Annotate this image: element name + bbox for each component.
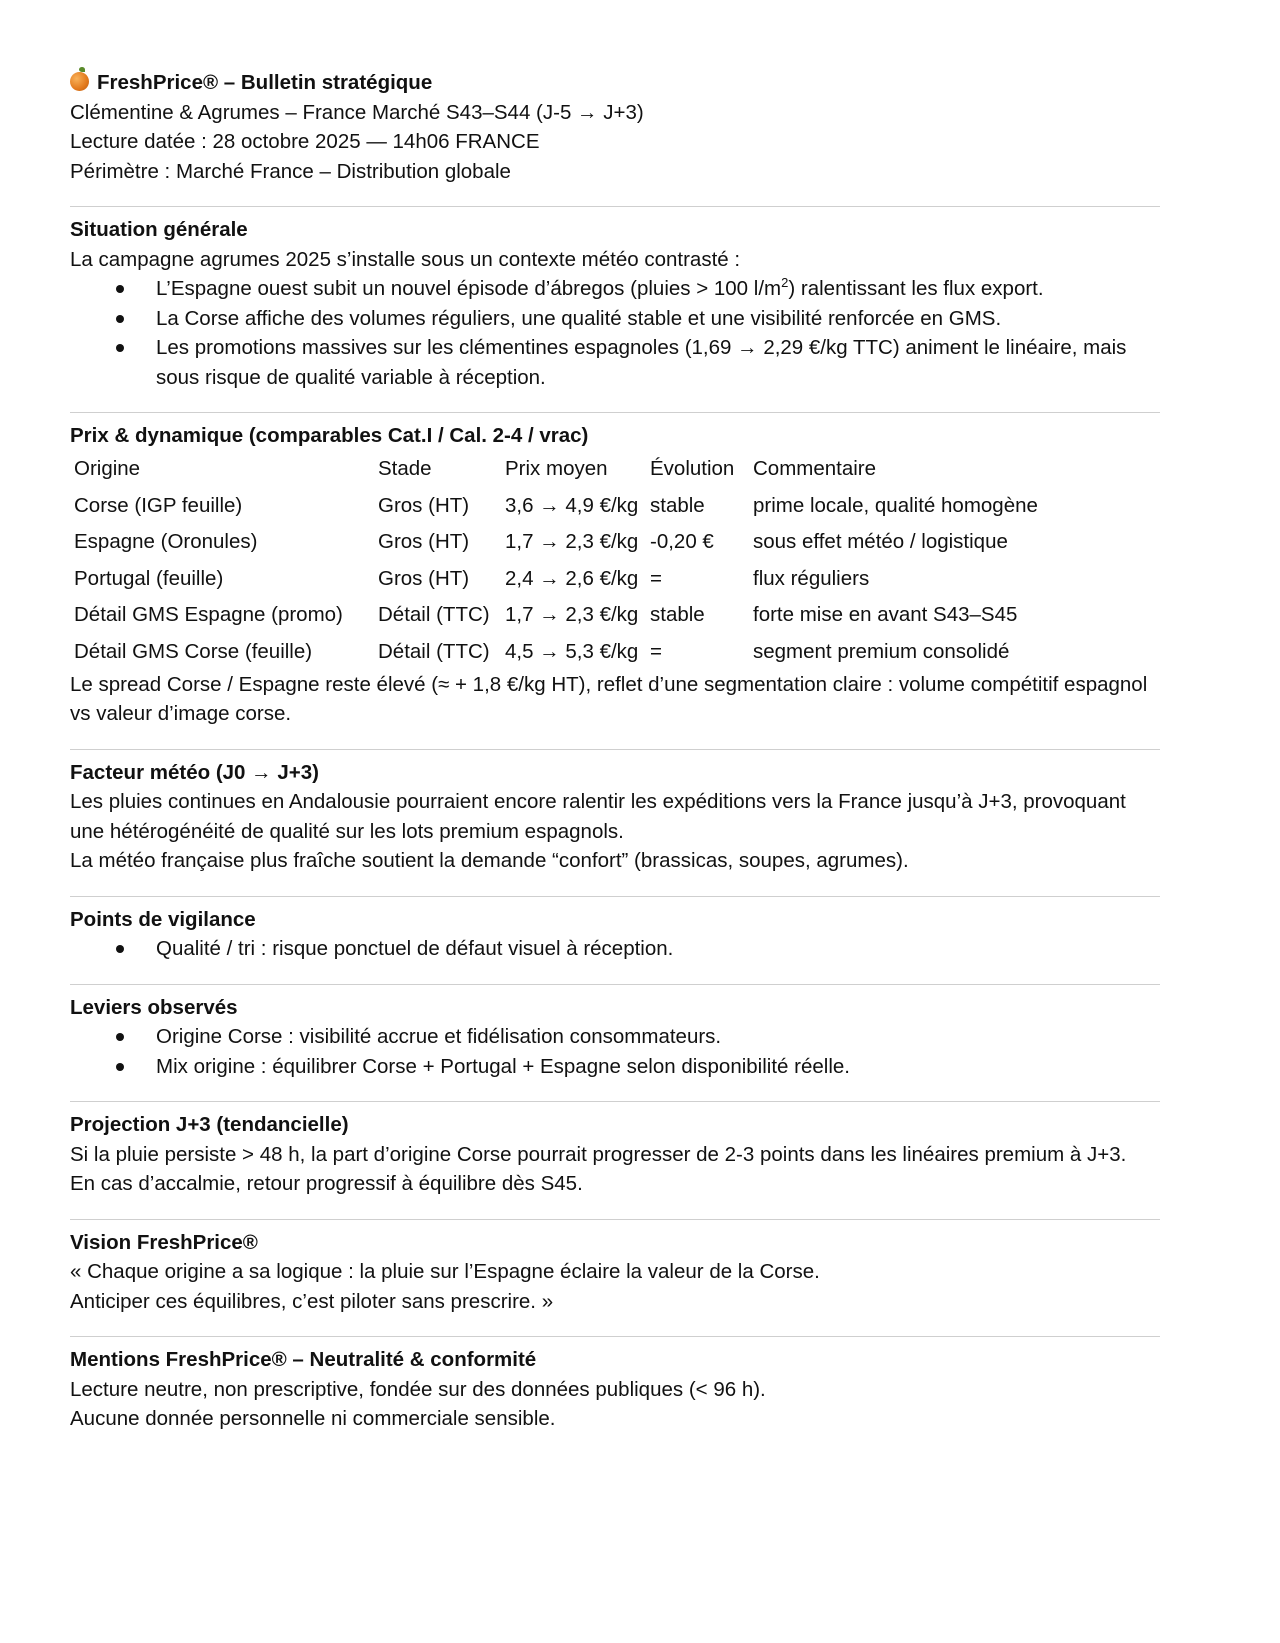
divider — [70, 749, 1160, 750]
projection-text: Si la pluie persiste > 48 h, la part d’origine Corse pourrait progresser de 2-3 points dans les linéaires premium à J+3. — [70, 1142, 1127, 1166]
stage-cell: Détail (TTC) — [378, 603, 490, 626]
leviers-bullets — [70, 1022, 1160, 1081]
stage-cell: Détail (TTC) — [378, 639, 490, 663]
situation-intro: La campagne agrumes 2025 s’installe sous un contexte météo contrasté : — [70, 247, 741, 271]
origin-cell: Espagne (Oronules) — [74, 530, 258, 553]
divider — [70, 1101, 1160, 1102]
table-row — [74, 524, 1038, 561]
mentions-text: Lecture neutre, non prescriptive, fondée sur des données publiques (< 96 h). — [70, 1377, 766, 1401]
section-heading-projection: Projection J+3 (tendancielle) — [70, 1113, 349, 1136]
spread-note: Le spread Corse / Espagne reste élevé (≈ + 1,8 €/kg HT), reflet d’une segmentation claire : volume compétitif espagnol vs valeur d’image corse. — [70, 672, 1148, 725]
vigilance-bullets — [70, 934, 1160, 964]
vision-quote: « Chaque origine a sa logique : la pluie sur l’Espagne éclaire la valeur de la Corse. — [70, 1260, 820, 1283]
table-header-row — [74, 451, 1038, 488]
price-cell: 1,7 → 2,3 €/kg — [505, 530, 639, 553]
stage-cell: Gros (HT) — [378, 493, 470, 517]
origin-cell: Détail GMS Espagne (promo) — [74, 603, 343, 626]
document-body — [70, 68, 1160, 1434]
price-cell: 2,4 → 2,6 €/kg — [505, 566, 639, 590]
list-item: Qualité / tri : risque ponctuel de défaut visuel à réception. — [156, 934, 1160, 964]
divider — [70, 1219, 1160, 1220]
title-text: FreshPrice® – Bulletin stratégique — [97, 71, 433, 94]
table-row — [74, 597, 1038, 634]
superscript: 2 — [781, 275, 789, 291]
table-row — [74, 560, 1038, 597]
section-heading-situation: Situation générale — [70, 218, 248, 241]
divider — [70, 1336, 1160, 1337]
bullet-text: ) ralentissant les flux export. — [788, 277, 1044, 300]
meteo-text: La météo française plus fraîche soutient la demande “confort” (brassicas, soupes, agrumes). — [70, 849, 909, 872]
list-item: Mix origine : équilibrer Corse + Portugal + Espagne selon disponibilité réelle. — [156, 1052, 1160, 1082]
section-heading-prix: Prix & dynamique (comparables Cat.I / Cal. 2-4 / vrac) — [70, 424, 589, 447]
section-heading-vigilance: Points de vigilance — [70, 907, 256, 931]
document-title — [70, 68, 1160, 98]
date-line: Lecture datée : 28 octobre 2025 — 14h06 FRANCE — [70, 130, 540, 153]
subtitle: Clémentine & Agrumes – France Marché S43–S44 (J-5 → J+3) — [70, 100, 644, 124]
price-cell: 1,7 → 2,3 €/kg — [505, 603, 639, 626]
price-cell: 3,6 → 4,9 €/kg — [505, 493, 639, 517]
situation-bullets — [70, 274, 1160, 392]
comment-cell: flux réguliers — [753, 566, 870, 590]
evolution-cell: -0,20 € — [650, 530, 714, 553]
stage-cell: Gros (HT) — [378, 566, 470, 590]
list-item: Origine Corse : visibilité accrue et fidélisation consommateurs. — [156, 1022, 1160, 1052]
evolution-cell: stable — [650, 493, 705, 517]
list-item: Les promotions massives sur les clémentines espagnoles (1,69 → 2,29 €/kg TTC) animent le linéaire, mais sous risque de qualité variable à réception. — [156, 333, 1160, 392]
section-heading-mentions: Mentions FreshPrice® – Neutralité & conformité — [70, 1348, 537, 1371]
section-heading-leviers: Leviers observés — [70, 995, 238, 1019]
evolution-cell: = — [650, 639, 662, 663]
origin-cell: Corse (IGP feuille) — [74, 493, 243, 517]
list-item — [156, 274, 1160, 304]
stage-cell: Gros (HT) — [378, 530, 470, 553]
evolution-cell: = — [650, 566, 662, 590]
evolution-cell: stable — [650, 603, 705, 626]
divider — [70, 896, 1160, 897]
origin-cell: Détail GMS Corse (feuille) — [74, 639, 313, 663]
projection-text: En cas d’accalmie, retour progressif à équilibre dès S45. — [70, 1172, 583, 1195]
price-table — [74, 451, 1038, 670]
orange-icon — [70, 72, 89, 91]
table-row — [74, 633, 1038, 670]
divider — [70, 984, 1160, 985]
bullet-text: L’Espagne ouest subit un nouvel épisode d’ábregos (pluies > 100 l/m — [156, 277, 782, 300]
list-item: La Corse affiche des volumes réguliers, une qualité stable et une visibilité renforcée en GMS. — [156, 304, 1160, 334]
mentions-text: Aucune donnée personnelle ni commerciale sensible. — [70, 1407, 556, 1430]
origin-cell: Portugal (feuille) — [74, 566, 224, 590]
comment-cell: sous effet météo / logistique — [753, 530, 1008, 553]
column-header: Origine — [74, 457, 141, 480]
scope-line: Périmètre : Marché France – Distribution globale — [70, 159, 511, 183]
column-header: Stade — [378, 457, 432, 480]
price-cell: 4,5 → 5,3 €/kg — [505, 639, 639, 663]
divider — [70, 206, 1160, 207]
divider — [70, 412, 1160, 413]
meteo-text: Les pluies continues en Andalousie pourraient encore ralentir les expéditions vers la France jusqu’à J+3, provoquant une hétérogénéité de qualité sur les lots premium espagnols. — [70, 790, 1126, 843]
column-header: Évolution — [650, 457, 735, 480]
comment-cell: segment premium consolidé — [753, 639, 1010, 663]
section-heading-vision: Vision FreshPrice® — [70, 1230, 258, 1254]
comment-cell: prime locale, qualité homogène — [753, 493, 1038, 517]
column-header: Prix moyen — [505, 457, 608, 480]
section-heading-meteo: Facteur météo (J0 → J+3) — [70, 760, 319, 784]
vision-quote: Anticiper ces équilibres, c’est piloter sans prescrire. » — [70, 1289, 554, 1313]
table-row — [74, 487, 1038, 524]
column-header: Commentaire — [753, 457, 877, 480]
comment-cell: forte mise en avant S43–S45 — [753, 603, 1018, 626]
